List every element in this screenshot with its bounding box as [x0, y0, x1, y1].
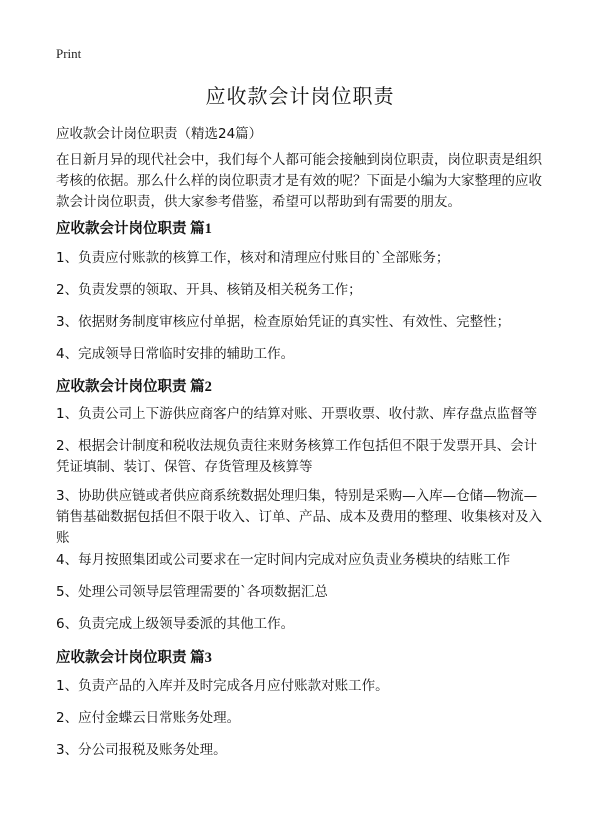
list-item: 1、负责应付账款的核算工作，核对和清理应付账目的`全部账务；: [56, 250, 450, 266]
section-heading-2: 应收款会计岗位职责 篇2: [56, 379, 212, 395]
list-item: 2、负责发票的领取、开具、核销及相关税务工作；: [56, 282, 362, 298]
intro-paragraph: 在日新月异的现代社会中，我们每个人都可能会接触到岗位职责，岗位职责是组织考核的依据。那么什么样的岗位职责才是有效的呢？下面是小编为大家整理的应收款会计岗位职责，供大家参考借鉴，希望可以帮助到有需要的朋友。: [56, 152, 542, 210]
list-item: 1、负责公司上下游供应商客户的结算对账、开票收票、收付款、库存盘点监督等: [56, 406, 538, 422]
list-item: 4、完成领导日常临时安排的辅助工作。: [56, 346, 295, 362]
list-item: 3、协助供应链或者供应商系统数据处理归集，特别是采购—入库—仓储—物流—销售基础数据包括但不限于收入、订单、产品、成本及费用的整理、收集核对及入账: [56, 488, 542, 546]
list-item: 4、每月按照集团或公司要求在一定时间内完成对应负责业务模块的结账工作: [56, 552, 511, 568]
list-item: 3、依据财务制度审核应付单据，检查原始凭证的真实性、有效性、完整性；: [56, 314, 511, 330]
page-title: 应收款会计岗位职责: [205, 84, 395, 108]
list-item: 3、分公司报税及账务处理。: [56, 742, 227, 758]
list-item: 6、负责完成上级领导委派的其他工作。: [56, 616, 295, 632]
list-item: 2、应付金蝶云日常账务处理。: [56, 710, 241, 726]
section-heading-3: 应收款会计岗位职责 篇3: [56, 650, 212, 666]
list-item: 2、根据会计制度和税收法规负责往来财务核算工作包括但不限于发票开具、会计凭证填制、装订、保管、存货管理及核算等: [56, 438, 538, 475]
list-item: 5、处理公司领导层管理需要的`各项数据汇总: [56, 584, 328, 600]
document-subtitle: 应收款会计岗位职责（精选24篇）: [56, 126, 263, 142]
section-heading-1: 应收款会计岗位职责 篇1: [56, 221, 212, 237]
list-item: 1、负责产品的入库并及时完成各月应付账款对账工作。: [56, 678, 389, 694]
print-label[interactable]: Print: [56, 46, 82, 61]
